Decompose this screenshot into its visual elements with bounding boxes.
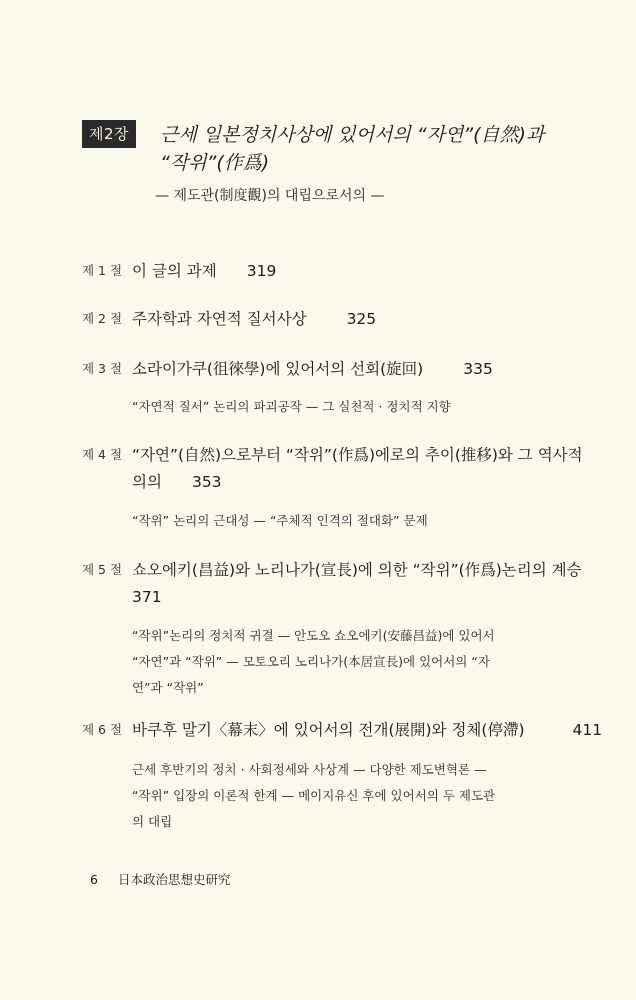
section-description <box>132 623 572 701</box>
section-description-line: “작위” 입장의 이론적 한계 — 메이지유신 후에 있어서의 두 제도관 <box>132 788 496 803</box>
section-page: 411 <box>572 721 603 739</box>
section-description-line: “자연적 질서” 논리의 파괴공작 — 그 실천적 · 정치적 지향 <box>132 399 451 414</box>
section-title-line: “자연”(自然)으로부터 “작위”(作爲)에로의 추이(推移)와 그 역사적 <box>132 446 583 464</box>
section-number: 제 2 절 <box>82 311 123 326</box>
section-description-line: “작위” 논리의 근대성 — “주체적 인격의 절대화” 문제 <box>132 513 428 528</box>
section-title <box>132 258 572 285</box>
section-title <box>132 306 572 333</box>
section-page: 371 <box>132 588 162 606</box>
section-title-line: 주자학과 자연적 질서사상 <box>132 310 307 328</box>
section-title-line: 소라이가쿠(徂徠學)에 있어서의 선회(旋回) <box>132 360 424 378</box>
section-page: 335 <box>463 360 493 378</box>
section-description-line: 의 대립 <box>132 814 173 829</box>
section-title-line: 의의 <box>132 473 162 491</box>
page-footer <box>90 870 230 888</box>
section-title <box>132 356 572 383</box>
section-title <box>132 557 582 611</box>
section-page: 353 <box>191 473 222 491</box>
section-number: 제 5 절 <box>82 562 123 577</box>
section-page: 319 <box>246 262 277 280</box>
section-description <box>132 394 572 420</box>
page-number: 6 <box>90 872 98 887</box>
section-number: 제 4 절 <box>82 447 123 462</box>
section-description-line: 근세 후반기의 정치 · 사회정세와 사상계 — 다양한 제도변혁론 — <box>132 762 487 777</box>
section-page: 325 <box>346 310 377 328</box>
section-title <box>132 442 583 496</box>
section-number: 제 3 절 <box>82 361 123 376</box>
section-title-line: 이 글의 과제 <box>132 262 217 280</box>
book-title: 日本政治思想史研究 <box>117 872 231 887</box>
section-description-line: “자연”과 “작위” — 모토오리 노리나가(本居宣長)에 있어서의 “자 <box>132 654 490 669</box>
chapter-title-line-1: 근세 일본정치사상에 있어서의 “자연”(自然)과 <box>160 124 545 146</box>
section-title-line: 쇼오에키(昌益)와 노리나가(宣長)에 의한 “작위”(作爲)논리의 계승 <box>132 561 582 579</box>
chapter-badge: 제2장 <box>82 120 136 148</box>
chapter-subtitle: — 제도관(制度觀)의 대립으로서의 — <box>155 188 385 204</box>
section-title-line: 바쿠후 말기〈幕末〉에 있어서의 전개(展開)와 정체(停滯) <box>132 721 525 739</box>
section-number: 제 6 절 <box>82 722 123 737</box>
section-description-line: 연”과 “작위” <box>132 680 204 695</box>
chapter-title-line-2: “작위”(作爲) <box>160 152 270 174</box>
section-description-line: “작위”논리의 정치적 귀결 — 안도오 쇼오에키(安藤昌益)에 있어서 <box>132 628 495 643</box>
section-number: 제 1 절 <box>82 263 123 278</box>
section-title <box>132 717 603 744</box>
section-description <box>132 508 572 534</box>
section-description <box>132 757 572 835</box>
